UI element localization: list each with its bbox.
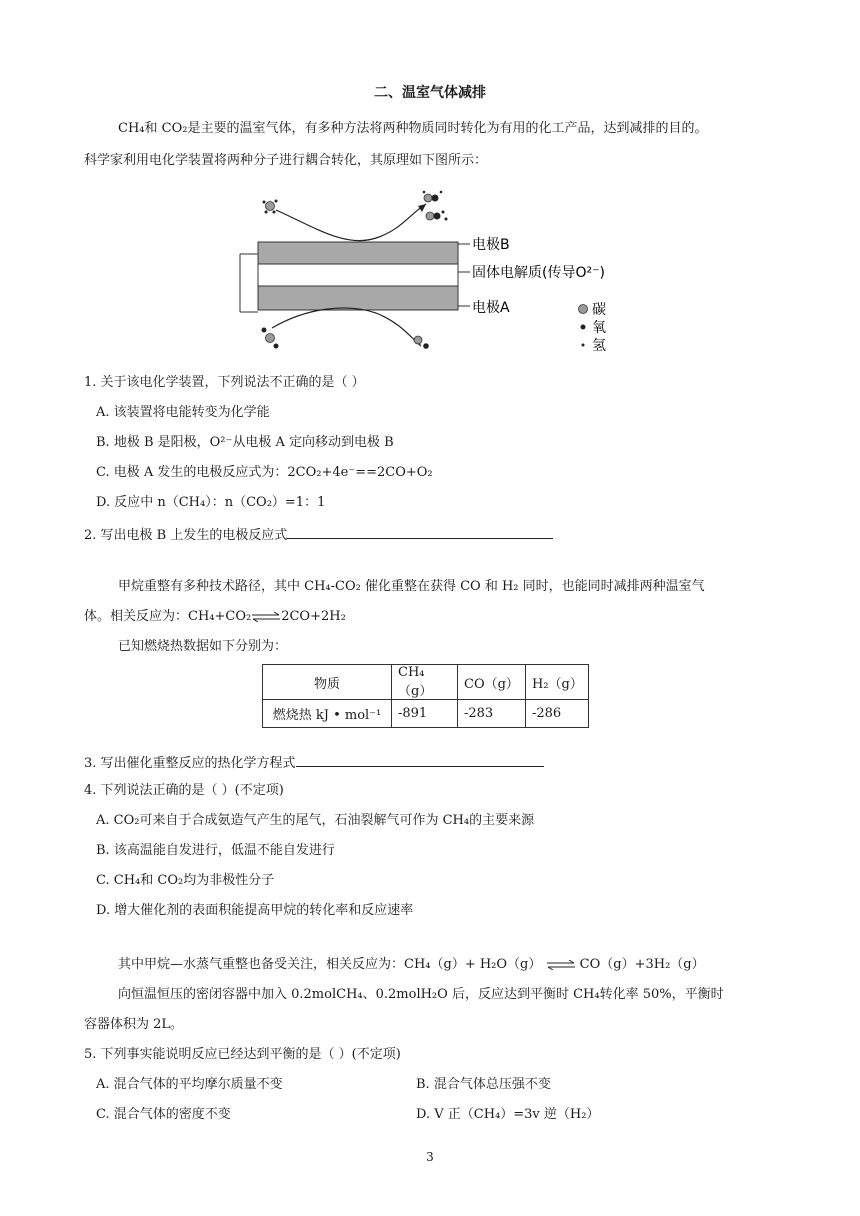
electrolyte-layer [258,264,458,286]
q1-option-d: D. 反应中 n（CH₄）：n（CO₂）=1：1 [96,495,326,510]
legend-hydrogen-icon [582,344,585,347]
equilibrium-arrow-icon [546,960,576,970]
table-row [263,700,589,728]
table-cell: -286 [526,700,589,728]
section-title: 二、温室气体减排 [374,85,486,101]
table-header-row [263,665,589,700]
q4-option-b: B. 该高温能自发进行，低温不能自发进行 [96,843,335,858]
para2-line-3: 已知燃烧热数据如下分别为： [118,639,288,654]
q5-option-a: A. 混合气体的平均摩尔质量不变 [96,1077,283,1092]
para2-line-2-post: 2CO+2H₂ [281,609,346,624]
table-header-cell: H₂（g） [526,665,589,700]
electrochemical-diagram [236,188,636,360]
table-header-cell: 物质 [263,665,392,700]
q3-answer-blank[interactable] [296,752,544,767]
table-header-cell: CO（g） [458,665,526,700]
q4-option-a: A. CO₂可来自于合成氨造气产生的尾气，石油裂解气可作为 CH₄的主要来源 [96,813,535,828]
electrode-b-layer [258,242,458,264]
label-electrode-b: 电极B [472,237,510,253]
q5-stem: 5. 下列事实能说明反应已经达到平衡的是（ ）(不定项) [84,1047,401,1062]
q3-line [84,752,544,773]
label-electrode-a: 电极A [472,300,510,316]
q1-option-a: A. 该装置将电能转变为化学能 [96,405,270,420]
q5-option-c: C. 混合气体的密度不变 [96,1107,231,1122]
q2-answer-blank[interactable] [287,524,553,539]
para3-line-1-post: CO（g）+3H₂（g） [579,957,705,972]
q1-option-c: C. 电极 A 发生的电极反应式为：2CO₂+4e⁻==2CO+O₂ [96,465,433,480]
q2-stem: 2. 写出电极 B 上发生的电极反应式 [84,528,288,543]
para3-line-2: 向恒温恒压的密闭容器中加入 0.2molCH₄、0.2molH₂O 后，反应达到平衡时 CH₄转化率 50%，平衡时 [118,987,724,1002]
label-electrolyte: 固体电解质(传导O²⁻) [472,265,605,281]
page-number: 3 [426,1150,434,1164]
table-cell: 燃烧热 kJ • mol⁻¹ [263,700,392,728]
para2-line-2-pre: 体。相关反应为：CH₄+CO₂ [84,609,252,624]
intro-line-1: CH₄和 CO₂是主要的温室气体，有多种方法将两种物质同时转化为有用的化工产品，达到减排的目的。 [118,121,708,136]
q2-line [84,524,553,545]
legend-oxygen-icon [581,325,586,330]
q4-option-c: C. CH₄和 CO₂均为非极性分子 [96,873,275,888]
q1-stem: 1. 关于该电化学装置，下列说法不正确的是（ ） [84,375,365,390]
equilibrium-arrow-icon [251,612,281,622]
combustion-heat-table [262,664,589,728]
table-cell: -891 [392,700,458,728]
legend-oxygen-label: 氧 [592,320,606,336]
q5-option-b: B. 混合气体总压强不变 [416,1077,551,1092]
legend-carbon-icon [579,305,588,314]
q1-option-b: B. 地极 B 是阳极，O²⁻从电极 A 定向移动到电极 B [96,435,394,450]
q4-stem: 4. 下列说法正确的是（ ）(不定项) [84,783,284,798]
para2-line-1: 甲烷重整有多种技术路径，其中 CH₄-CO₂ 催化重整在获得 CO 和 H₂ 同时，也能同时减排两种温室气 [118,579,705,594]
table-cell: -283 [458,700,526,728]
para3-line-1 [118,956,705,974]
legend-hydrogen-label: 氢 [592,338,606,354]
para2-line-2 [84,608,346,626]
para3-line-1-pre: 其中甲烷—水蒸气重整也备受关注，相关反应为：CH₄（g）+ H₂O（g） [118,957,542,972]
legend-carbon-label: 碳 [592,302,606,318]
q5-option-d: D. V 正（CH₄）=3v 逆（H₂） [416,1107,600,1122]
intro-line-2: 科学家利用电化学装置将两种分子进行耦合转化，其原理如下图所示： [84,153,488,168]
table-header-cell: CH₄（g） [392,665,458,700]
q3-stem: 3. 写出催化重整反应的热化学方程式 [84,756,296,771]
electrode-a-layer [258,286,458,310]
para3-line-3: 容器体积为 2L。 [84,1017,184,1032]
q4-option-d: D. 增大催化剂的表面积能提高甲烷的转化率和反应速率 [96,903,414,918]
